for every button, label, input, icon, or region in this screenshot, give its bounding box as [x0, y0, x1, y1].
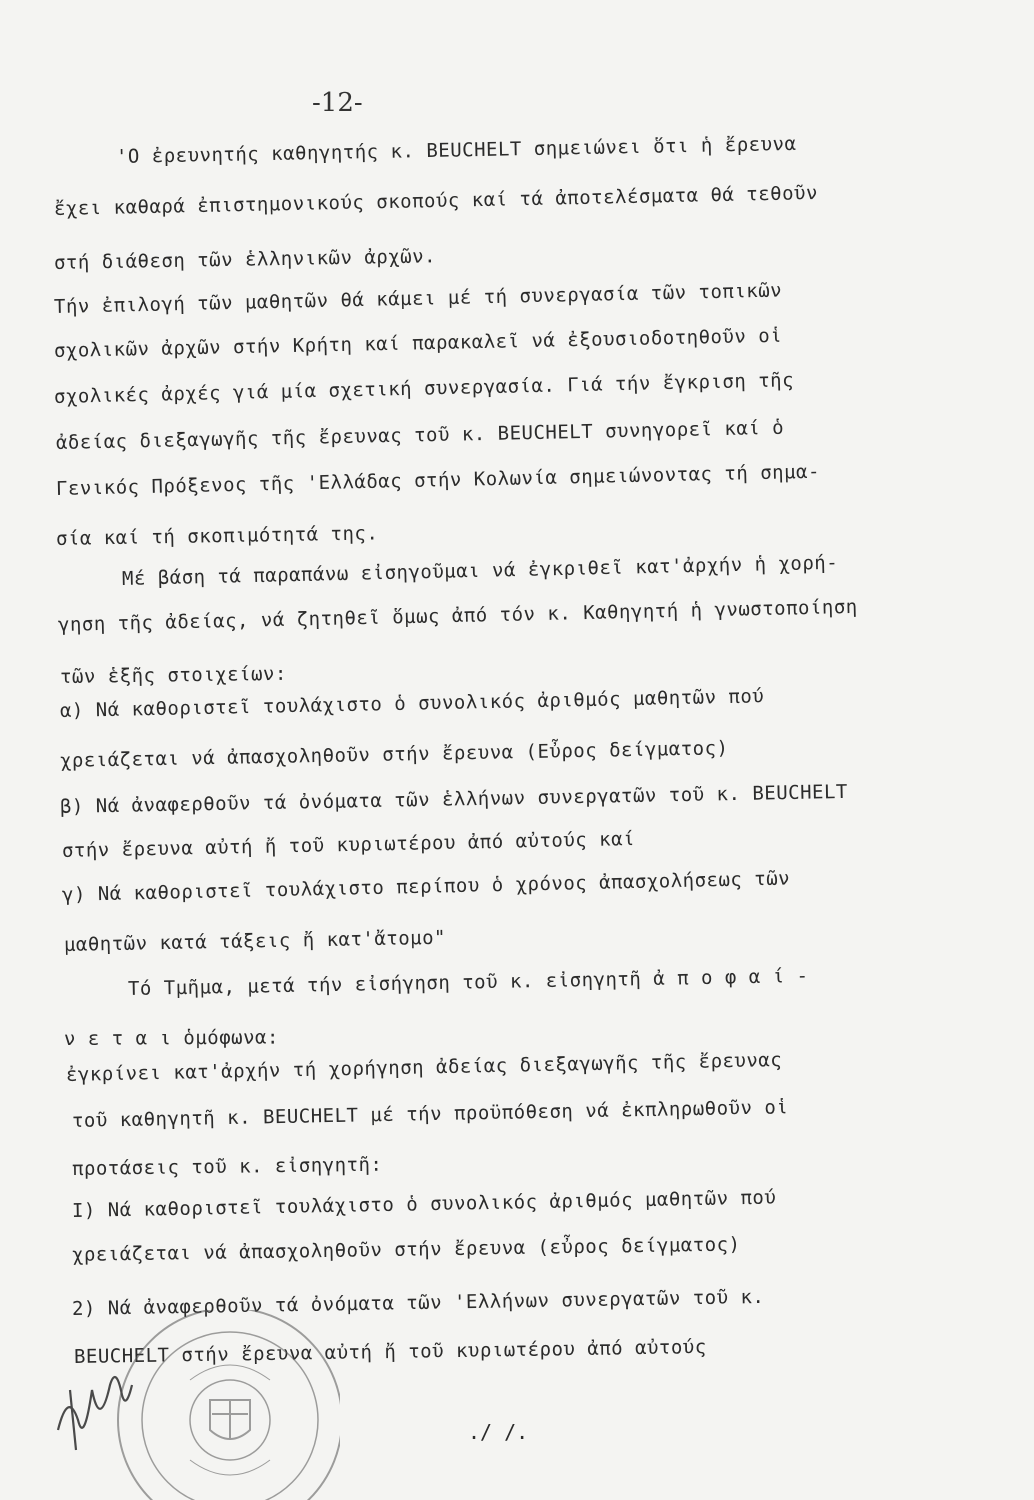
text-line: γηση τῆς ἀδείας, νά ζητηθεῖ ὅμως ἀπό τόν κ. Καθηγητή ἡ γνωστοποίηση [57, 595, 858, 636]
text-line: στή διάθεση τῶν ἑλληνικῶν ἀρχῶν. [53, 245, 437, 274]
text-line: σχολικές ἀρχές γιά μία σχετική συνεργασία. Γιά τήν ἔγκριση τῆς [53, 369, 795, 408]
text-line: σχολικῶν ἀρχῶν στήν Κρήτη καί παρακαλεῖ νά ἐξουσιοδοτηθοῦν οἱ [53, 324, 783, 362]
text-line: Τήν ἐπιλογή τῶν μαθητῶν θά κάμει μέ τή συνεργασία τῶν τοπικῶν [53, 279, 783, 318]
official-seal-stamp [40, 1310, 340, 1500]
text-line: 2) Νά ἀναφερθοῦν τά ὀνόματα τῶν 'Ελλήνων συνεργατῶν τοῦ κ. [71, 1285, 765, 1320]
text-line: μαθητῶν κατά τάξεις ἤ κατ'ἄτομο" [63, 926, 447, 956]
text-line: 'Ο ἐρευνητής καθηγητής κ. BEUCHELT σημειώνει ὅτι ἡ ἔρευνα [115, 132, 797, 168]
signature-scribble [58, 1377, 132, 1450]
text-line: προτάσεις τοῦ κ. εἰσηγητῆ: [71, 1153, 383, 1180]
text-line: BEUCHELT στήν ἔρευνα αὐτή ἤ τοῦ κυριωτέρου ἀπό αὐτούς [73, 1336, 707, 1368]
text-line: ἐγκρίνει κατ'ἀρχήν τή χορήγηση ἀδείας διεξαγωγῆς τῆς ἔρευνας [65, 1049, 783, 1086]
text-line: α) Νά καθοριστεῖ τουλάχιστο ὁ συνολικός ἀριθμός μαθητῶν πού [59, 685, 765, 722]
text-line: στήν ἔρευνα αὐτή ἤ τοῦ κυριωτέρου ἀπό αὐτούς καί [61, 828, 636, 862]
page-number: -12- [312, 88, 363, 118]
text-line: β) Νά ἀναφερθοῦν τά ὀνόματα τῶν ἑλλήνων συνεργατῶν τοῦ κ. BEUCHELT [59, 780, 849, 818]
text-line: τοῦ καθηγητῆ κ. BEUCHELT μέ τήν προϋπόθεση νά ἐκπληρωθοῦν οἱ [71, 1096, 789, 1132]
text-line: χρειάζεται νά ἀπασχοληθοῦν στήν ἔρευνα (εὖρος δείγματος) [71, 1233, 741, 1266]
text-line: σία καί τή σκοπιμότητά της. [55, 522, 379, 550]
text-line: χρειάζεται νά ἀπασχοληθοῦν στήν ἔρευνα (Εὖρος δείγματος) [59, 737, 729, 772]
text-line: Τό Τμῆμα, μετά τήν εἰσήγηση τοῦ κ. εἰσηγητῆ ἀ π ο φ α ί - [127, 964, 809, 1000]
page-continuation-mark: ./ /. [468, 1420, 529, 1444]
text-line: Γενικός Πρόξενος τῆς 'Ελλάδας στήν Κολωνία σημειώνοντας τή σημα- [55, 460, 821, 500]
text-line: γ) Νά καθοριστεῖ τουλάχιστο περίπου ὁ χρόνος ἀπασχολήσεως τῶν [61, 867, 791, 906]
text-line: Μέ βάση τά παραπάνω εἰσηγοῦμαι νά ἐγκριθεῖ κατ'ἀρχήν ἡ χορή- [121, 551, 839, 590]
text-line: ἔχει καθαρά ἐπιστημονικούς σκοπούς καί τά ἀποτελέσματα θά τεθοῦν [53, 182, 819, 220]
text-line: I) Νά καθοριστεῖ τουλάχιστο ὁ συνολικός ἀριθμός μαθητῶν πού [71, 1186, 777, 1222]
text-line: τῶν ἑξῆς στοιχείων: [59, 662, 287, 688]
text-line: ἀδείας διεξαγωγῆς τῆς ἔρευνας τοῦ κ. BEUCHELT συνηγορεῖ καί ὁ [55, 416, 785, 454]
text-line: ν ε τ α ι ὁμόφωνα: [63, 1026, 279, 1050]
